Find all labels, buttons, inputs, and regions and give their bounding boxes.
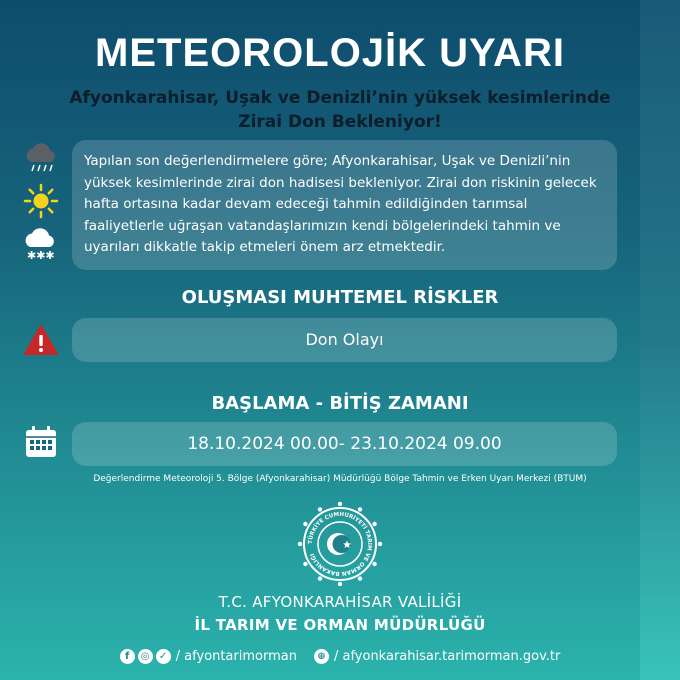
org-line-2: İL TARIM VE ORMAN MÜDÜRLÜĞÜ	[194, 616, 486, 634]
snow-cloud-icon	[23, 226, 59, 262]
calendar-icon	[23, 424, 59, 460]
footer	[60, 645, 620, 667]
facebook-icon[interactable]: f	[120, 649, 135, 664]
risks-heading: OLUŞMASI MUHTEMEL RİSKLER	[181, 287, 499, 308]
page-title: METEOROLOJİK UYARI	[95, 31, 565, 75]
globe-icon: ⊕	[314, 649, 329, 664]
svg-text:✱✱✱: ✱✱✱	[27, 249, 55, 262]
page-subtitle	[40, 86, 640, 134]
social-handle[interactable]: / afyontarimorman	[175, 648, 297, 664]
period-value: 18.10.2024 00.00- 23.10.2024 09.00	[187, 434, 502, 454]
source-note: Değerlendirme Meteoroloji 5. Bölge (Afyonkarahisar) Müdürlüğü Bölge Tahmin ve Erken Uyarı Merkezi (BTUM)	[93, 474, 587, 484]
website-link[interactable]: / afyonkarahisar.tarimorman.gov.tr	[333, 648, 561, 664]
twitter-icon[interactable]: ✓	[156, 649, 171, 664]
info-box: Yapılan son değerlendirmelere göre; Afyonkarahisar, Uşak ve Denizli’nin yüksek kesimlerinde zirai don hadisesi bekleniyor. Zirai don riskinin gelecek hafta ortasına kadar devam edeceği tahmin edildiğinden tarımsal faaliyetlerle uğraşan vatandaşlarımızın kendi bölgelerindeki tahmin ve uyarıları dikkatle takip etmeleri önem arz etmektedir.	[72, 140, 617, 270]
subtitle-line-1: Afyonkarahisar, Uşak ve Denizli’nin yüksek kesimlerinde	[69, 88, 611, 108]
risks-value: Don Olayı	[305, 330, 384, 349]
seal-text: TÜRKİYE CUMHURİYETİ TARIM VE ORMAN BAKANLIĞI	[307, 511, 373, 577]
rain-cloud-icon	[23, 140, 59, 174]
subtitle-line-2: Zirai Don Bekleniyor!	[238, 112, 442, 132]
period-heading: BAŞLAMA - BİTİŞ ZAMANI	[211, 393, 469, 414]
risks-value-box	[72, 318, 617, 362]
sun-icon	[23, 183, 59, 219]
period-value-box	[72, 422, 617, 466]
ministry-seal-icon	[296, 500, 384, 588]
org-line-1: T.C. AFYONKARAHİSAR VALİLİĞİ	[218, 593, 462, 611]
warning-icon	[23, 324, 59, 356]
instagram-icon[interactable]: ◎	[138, 649, 153, 664]
decorative-side-stripe	[640, 0, 680, 680]
